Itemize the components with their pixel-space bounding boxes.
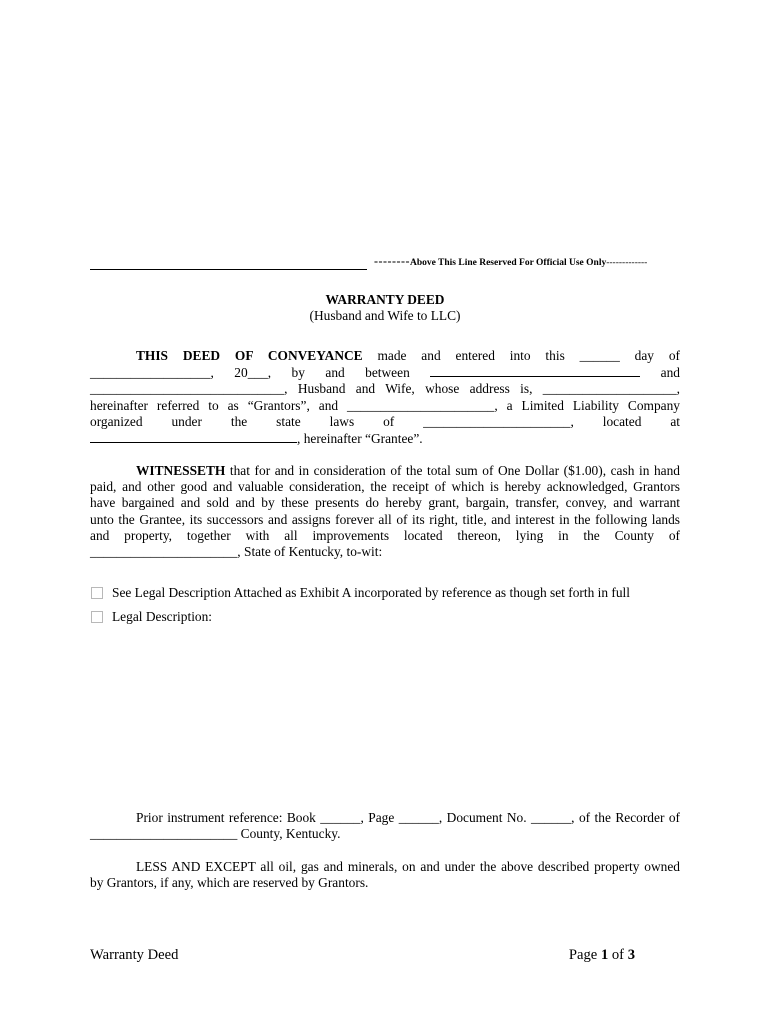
footer-document-name: Warranty Deed — [90, 947, 179, 963]
witnesseth-line-4: unto the Grantee, its successors and assigns forever all of its right, title, and interest in the following lands — [90, 511, 680, 527]
conveyance-line-5: organized under the state laws of ______________________, located at — [90, 413, 680, 429]
less-and-except-paragraph — [90, 859, 680, 891]
official-use-dashes-lead: -------- — [374, 254, 410, 268]
witnesseth-line-5: and property, together with all improvements located thereon, lying in the County of — [90, 527, 680, 543]
exhibit-a-checkbox[interactable] — [91, 587, 103, 599]
current-page: 1 — [600, 947, 609, 963]
witnesseth-line-1: WITNESSETH that for and in consideration of the total sum of One Dollar ($1.00), cash in hand — [136, 463, 680, 478]
conveyance-line-6: , hereinafter “Grantee”. — [90, 430, 680, 447]
conveyance-lead: THIS DEED OF CONVEYANCE — [136, 348, 363, 363]
witnesseth-lead: WITNESSETH — [136, 463, 226, 478]
total-pages: 3 — [627, 947, 635, 963]
conveyance-paragraph — [90, 348, 680, 447]
official-use-header — [90, 252, 680, 272]
exhibit-a-label: See Legal Description Attached as Exhibit A incorporated by reference as though set forth in full — [112, 585, 630, 600]
document-heading — [90, 292, 680, 324]
prior-line-2: ______________________ County, Kentucky. — [90, 826, 341, 842]
grantor-name-blank[interactable] — [430, 364, 640, 377]
footer-page-number: Page 1 of 3 — [568, 947, 635, 963]
witnesseth-line-2: paid, and other good and valuable consideration, the receipt of which is hereby acknowledged, Grantors — [90, 479, 680, 495]
witnesseth-line-6: ______________________, State of Kentucky, to-wit: — [90, 544, 383, 560]
exhibit-a-option — [91, 585, 630, 601]
legal-description-option — [91, 609, 212, 625]
recording-line — [90, 269, 367, 270]
official-use-dashes-tail: ------------- — [606, 258, 648, 268]
conveyance-line-2: __________________, 20___, by and between and — [90, 365, 680, 381]
grantee-address-blank[interactable] — [90, 430, 297, 443]
witnesseth-paragraph — [90, 463, 680, 560]
prior-instrument-paragraph — [90, 810, 680, 842]
official-use-label — [374, 254, 647, 269]
legal-description-label: Legal Description: — [112, 609, 213, 624]
legal-description-checkbox[interactable] — [91, 611, 103, 623]
conveyance-line-3: _____________________________, Husband and Wife, whose address is, ____________________, — [90, 381, 680, 397]
official-use-text: Above This Line Reserved For Official Use Only — [409, 258, 607, 268]
conveyance-line-1: THIS DEED OF CONVEYANCE made and entered into this ______ day of — [136, 348, 680, 363]
witnesseth-line-3: have bargained and sold and by these presents do hereby grant, bargain, transfer, convey, and warrant — [90, 495, 680, 511]
prior-line-1: Prior instrument reference: Book ______, Page ______, Document No. ______, of the Recorder of — [136, 810, 680, 825]
page-footer — [90, 947, 635, 964]
document-subtitle: (Husband and Wife to LLC) — [309, 308, 461, 323]
less-line-2: by Grantors, if any, which are reserved by Grantors. — [90, 875, 369, 891]
conveyance-line-4: hereinafter referred to as “Grantors”, and ______________________, a Limited Liability Company — [90, 397, 680, 413]
document-title: WARRANTY DEED — [325, 292, 445, 307]
less-line-1: LESS AND EXCEPT all oil, gas and minerals, on and under the above described property owned — [136, 859, 680, 874]
